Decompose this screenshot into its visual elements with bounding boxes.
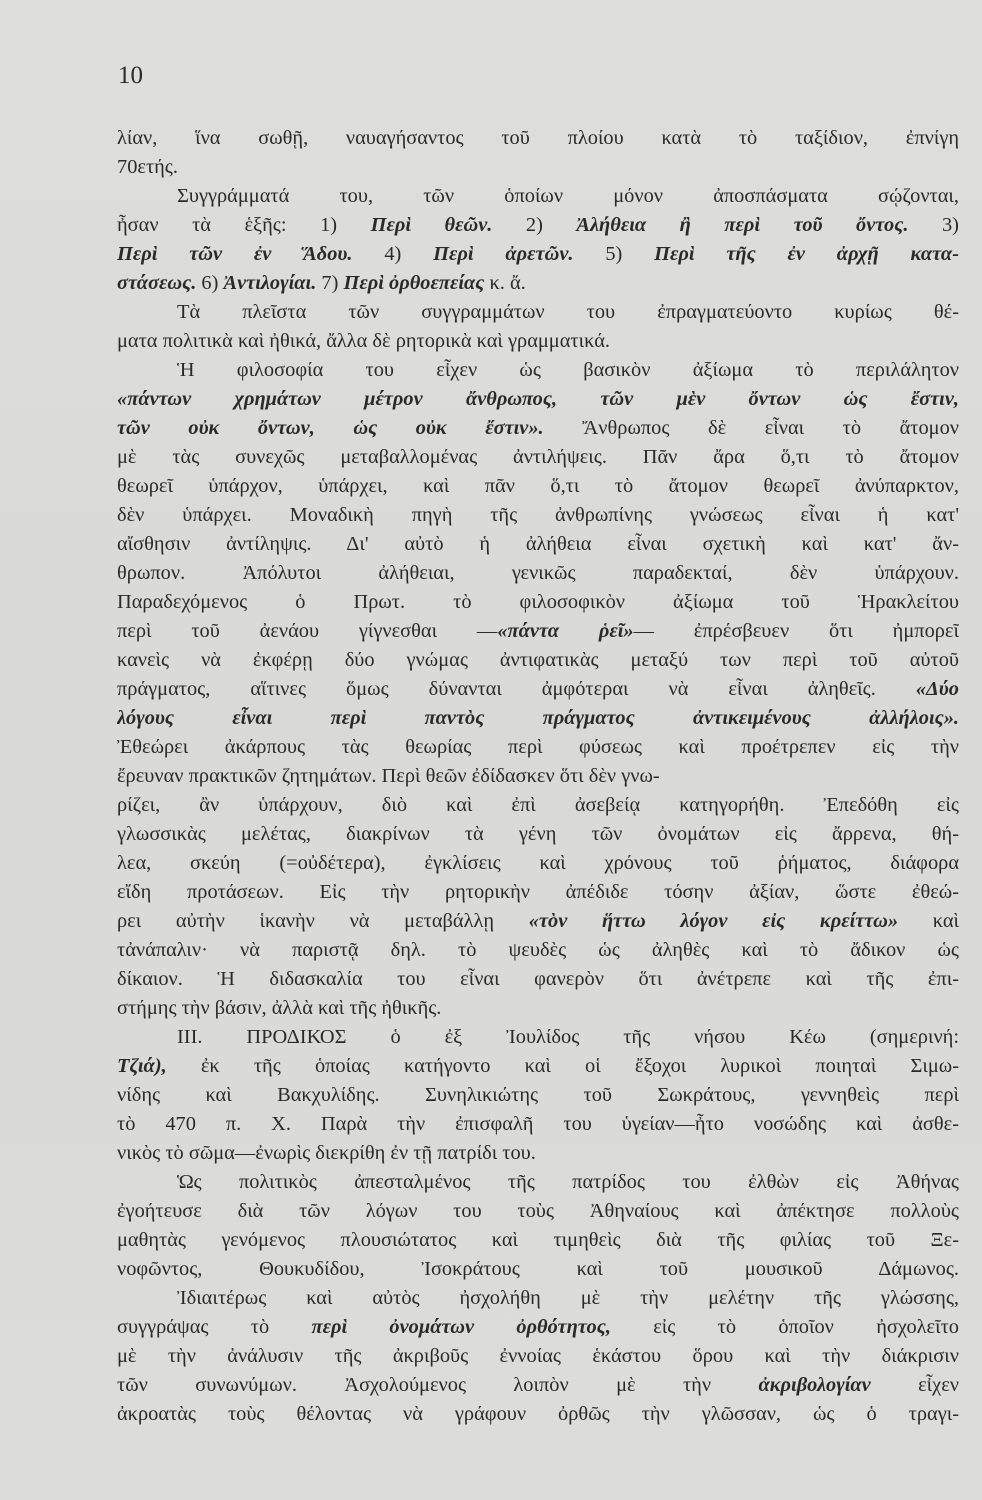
text-line [117,675,959,704]
text-line [117,878,959,907]
text-segment: 4) [352,243,434,265]
text-line [117,791,959,820]
emphasis-text: Περὶ τῶν ἐν Ἅδου. [117,243,353,265]
text-line [117,1197,959,1226]
emphasis-text: Ἀλήθεια ἢ περὶ τοῦ ὄντος. [576,214,909,236]
text-line [117,1023,959,1052]
text-line [117,733,959,762]
text-line [117,646,959,675]
text-segment: ρίζει, ἂν ὑπάρχουν, διὸ καὶ ἐπὶ ἀσεβείᾳ κατηγορήθη. Ἐπεδόθη εἰς [117,794,959,816]
emphasis-text: λόγους εἶναι περὶ παντὸς πράγματος ἀντικειμένους ἀλλήλοις». [117,707,959,729]
text-line [117,1226,959,1255]
text-segment: 70ετής. [117,156,178,178]
text-segment: 5) [573,243,655,265]
emphasis-text: «πάντα ῥεῖ» [497,620,634,642]
text-line [117,385,959,414]
text-segment: μὲ τὴν ἀνάλυσιν τῆς ἀκριβοῦς ἐννοίας ἑκάστου ὅρου καὶ τὴν διάκρισιν [117,1345,959,1367]
text-segment: 3) [908,214,959,236]
text-line [117,1081,959,1110]
text-segment: ἐγοήτευσε διὰ τῶν λόγων του τοὺς Ἀθηναίους καὶ ἀπέκτησε πολλοὺς [117,1200,959,1222]
emphasis-text: ἀκριβολογίαν [758,1374,871,1396]
text-segment: ρει αὐτὴν ἱκανὴν νὰ μεταβάλλῃ [117,910,529,932]
text-segment: ἔρευναν πρακτικῶν ζητημάτων. Περὶ θεῶν ἐδίδασκεν ὅτι δὲν γνω- [117,765,660,787]
text-line [117,298,959,327]
text-line [117,182,959,211]
text-line [117,1342,959,1371]
text-segment: καὶ [898,910,959,932]
text-line [117,907,959,936]
text-line [117,1110,959,1139]
text-line [117,530,959,559]
text-line [117,1168,959,1197]
text-line [117,704,959,733]
text-segment: στήμης τὴν βάσιν, ἀλλὰ καὶ τῆς ἠθικῆς. [117,997,442,1019]
text-segment: δὲν ὑπάρχει. Μοναδικὴ πηγὴ τῆς ἀνθρωπίνης γνώσεως εἶναι ἡ κατ' [117,504,959,526]
text-line [117,1255,959,1284]
text-line [117,936,959,965]
text-line [117,414,959,443]
emphasis-text: Περὶ ὀρθοεπείας [343,272,485,294]
text-segment: εἴδη προτάσεων. Εἰς τὴν ρητορικὴν ἀπέδιδε τόσην ἀξίαν, ὥστε ἐθεώ- [117,881,959,903]
text-segment: Παραδεχόμενος ὁ Πρωτ. τὸ φιλοσοφικὸν ἀξίωμα τοῦ Ἡρακλείτου [117,591,959,613]
text-line [117,849,959,878]
text-segment: τῶν συνωνύμων. Ἀσχολούμενος λοιπὸν μὲ τὴν [117,1374,759,1396]
text-segment: νικὸς τὸ σῶμα—ἐνωρὶς διεκρίθη ἐν τῇ πατρίδι του. [117,1142,536,1164]
text-segment: θρωπον. Ἀπόλυτοι ἀλήθειαι, γενικῶς παραδεκταί, δὲν ὑπάρχουν. [117,562,959,584]
text-segment: ματα πολιτικὰ καὶ ἠθικά, ἄλλα δὲ ρητορικὰ καὶ γραμματικά. [117,330,610,352]
emphasis-text: Περὶ τῆς ἐν ἀρχῇ κατα- [654,243,959,265]
emphasis-text: Τζιά), [117,1055,167,1077]
text-segment: δίκαιον. Ἡ διδασκαλία του εἶναι φανερὸν ὅτι ἀνέτρεπε καὶ τῆς ἐπι- [117,968,959,990]
text-segment: γλωσσικὰς μελέτας, διακρίνων τὰ γένη τῶν ὀνομάτων εἰς ἄρρενα, θή- [117,823,959,845]
text-line [117,1400,959,1429]
emphasis-text: στάσεως. [117,272,197,294]
text-segment: τὸ 470 π. Χ. Παρὰ τὴν ἐπισφαλῆ του ὑγείαν—ἦτο νοσώδης καὶ ἀσθε- [117,1113,959,1135]
text-line [117,762,959,791]
text-segment: Τὰ πλεῖστα τῶν συγγραμμάτων του ἐπραγματεύοντο κυρίως θέ- [177,301,959,323]
text-line [117,472,959,501]
text-segment: ἐκ τῆς ὁποίας κατήγοντο καὶ οἱ ἔξοχοι λυρικοὶ ποιηταὶ Σιμω- [166,1055,959,1077]
emphasis-text: «πάντων χρημάτων μέτρον ἄνθρωπος, τῶν μὲν ὄντων ὡς ἔστιν, [117,388,959,410]
text-line [117,588,959,617]
emphasis-text: «Δύο [915,678,959,700]
text-line [117,1313,959,1342]
text-line [117,559,959,588]
text-segment: Ἰδιαιτέρως καὶ αὐτὸς ἠσχολήθη μὲ τὴν μελέτην τῆς γλώσσης, [177,1287,959,1309]
text-segment: λίαν, ἵνα σωθῇ, ναυαγήσαντος τοῦ πλοίου κατὰ τὸ ταξίδιον, ἐπνίγη [117,127,959,149]
text-segment: ἦσαν τὰ ἑξῆς: 1) [117,214,371,236]
text-segment: Ἄνθρωπος δὲ εἶναι τὸ ἄτομον [543,417,959,439]
emphasis-text: Ἀντιλογίαι. [223,272,317,294]
text-segment: Ἐθεώρει ἀκάρπους τὰς θεωρίας περὶ φύσεως καὶ προέτρεπεν εἰς τὴν [117,736,959,758]
text-segment: 2) [492,214,577,236]
text-segment: 6) [196,272,224,294]
emphasis-text: Περὶ ἀρετῶν. [433,243,574,265]
text-line [117,327,959,356]
text-line [117,443,959,472]
text-segment: ΙΙΙ. ΠΡΟΔΙΚΟΣ ὁ ἐξ Ἰουλίδος τῆς νήσου Κέω (σημερινή: [177,1026,959,1048]
text-segment: Συγγράμματά του, τῶν ὁποίων μόνον ἀποσπάσματα σῴζονται, [177,185,959,207]
text-line [117,820,959,849]
emphasis-text: Περὶ θεῶν. [370,214,493,236]
text-segment: ἀκροατὰς τοὺς θέλοντας νὰ γράφουν ὀρθῶς τὴν γλῶσσαν, ὡς ὁ τραγι- [117,1403,959,1425]
text-line [117,356,959,385]
text-segment: 7) [316,272,344,294]
text-line [117,994,959,1023]
body-text [117,124,959,1429]
emphasis-text: «τὸν ἥττω λόγον εἰς κρείττω» [528,910,899,932]
text-segment: νοφῶντος, Θουκυδίδου, Ἰσοκράτους καὶ τοῦ μουσικοῦ Δάμωνος. [117,1258,959,1280]
text-line [117,269,959,298]
text-line [117,617,959,646]
text-segment: πράγματος, αἵτινες ὅμως δύνανται ἀμφότεραι νὰ εἶναι ἀληθεῖς. [117,678,916,700]
text-segment: τἀνάπαλιν· νὰ παριστᾷ δηλ. τὸ ψευδὲς ὡς ἀληθὲς καὶ τὸ ἄδικον ὡς [117,939,959,961]
text-line [117,240,959,269]
text-segment: συγγράψας τὸ [117,1316,312,1338]
text-segment: αἴσθησιν ἀντίληψις. Δι' αὐτὸ ἡ ἀλήθεια εἶναι σχετικὴ καὶ κατ' ἄν- [117,533,959,555]
text-segment: θεωρεῖ ὑπάρχον, ὑπάρχει, καὶ πᾶν ὅ,τι τὸ ἄτομον θεωρεῖ ἀνύπαρκτον, [117,475,959,497]
text-segment: εἰς τὸ ὁποῖον ἠσχολεῖτο [610,1316,959,1338]
emphasis-text: περὶ ὀνομάτων ὀρθότητος, [311,1316,611,1338]
text-line [117,211,959,240]
text-line [117,1139,959,1168]
text-segment: κανεὶς νὰ ἐκφέρῃ δύο γνώμας ἀντιφατικὰς μεταξύ των περὶ τοῦ αὐτοῦ [117,649,959,671]
text-segment: περὶ τοῦ ἀενάου γίγνεσθαι — [117,620,498,642]
text-line [117,1284,959,1313]
text-segment: Ἡ φιλοσοφία του εἶχεν ὡς βασικὸν ἀξίωμα τὸ περιλάλητον [177,359,959,381]
emphasis-text: τῶν οὐκ ὄντων, ὡς οὐκ ἔστιν». [117,417,544,439]
text-segment: λεα, σκεύη (=οὐδέτερα), ἐγκλίσεις καὶ χρόνους τοῦ ῥήματος, διάφορα [117,852,959,874]
text-segment: Ὡς πολιτικὸς ἀπεσταλμένος τῆς πατρίδος του ἐλθὼν εἰς Ἀθήνας [177,1171,959,1193]
page-number: 10 [118,62,143,89]
text-line [117,153,959,182]
text-line [117,965,959,994]
text-segment: μαθητὰς γενόμενος πλουσιώτατος καὶ τιμηθεὶς διὰ τῆς φιλίας τοῦ Ξε- [117,1229,959,1251]
text-segment: κ. ἄ. [484,272,526,294]
text-line [117,124,959,153]
text-segment: μὲ τὰς συνεχῶς μεταβαλλομένας ἀντιλήψεις. Πᾶν ἄρα ὅ,τι τὸ ἄτομον [117,446,959,468]
text-line [117,501,959,530]
text-line [117,1371,959,1400]
text-line [117,1052,959,1081]
text-segment: εἶχεν [870,1374,959,1396]
text-segment: — ἐπρέσβευεν ὅτι ἠμπορεῖ [633,620,959,642]
text-segment: νίδης καὶ Βακχυλίδης. Συνηλικιώτης τοῦ Σωκράτους, γεννηθεὶς περὶ [117,1084,959,1106]
